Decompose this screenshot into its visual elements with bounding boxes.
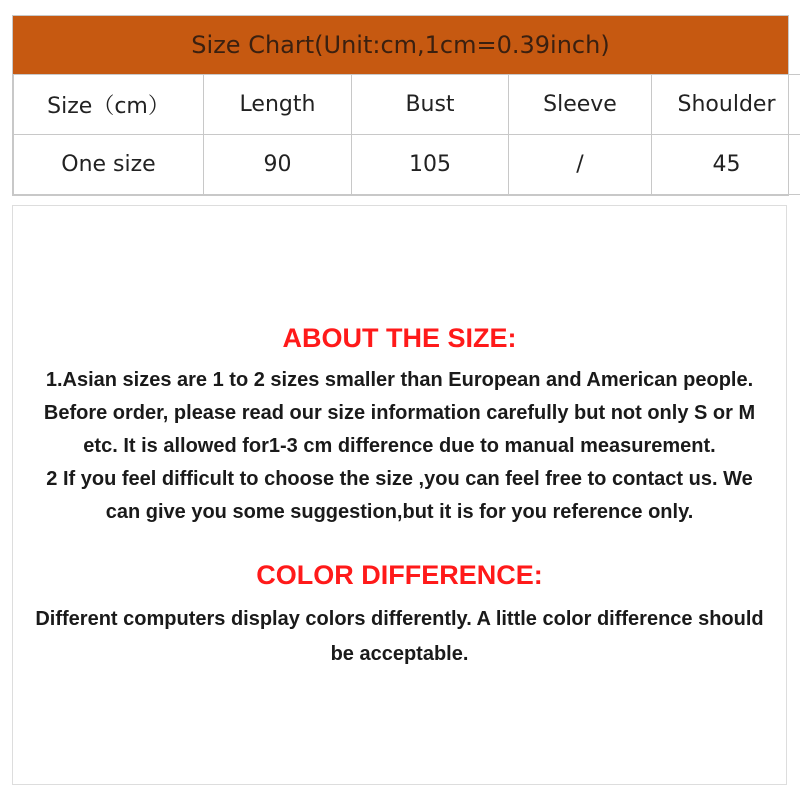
size-chart xyxy=(12,15,789,196)
column-header-length: Length xyxy=(204,75,352,135)
column-header-shoulder: Shoulder xyxy=(652,75,800,135)
size-table xyxy=(13,74,800,195)
about-size-line: Before order, please read our size information carefully but not only S or M xyxy=(43,402,756,425)
about-size-heading: ABOUT THE SIZE: xyxy=(282,323,517,353)
about-size-line: 1.Asian sizes are 1 to 2 sizes smaller than European and American people. xyxy=(45,369,754,392)
table-header-row xyxy=(14,75,800,135)
size-chart-title: Size Chart(Unit:cm,1cm=0.39inch) xyxy=(13,16,788,74)
about-size-line: 2 If you feel difficult to choose the size ,you can feel free to contact us. We xyxy=(46,468,753,491)
about-size-line: can give you some suggestion,but it is for you reference only. xyxy=(105,501,694,524)
about-size-line: etc. It is allowed for1-3 cm difference due to manual measurement. xyxy=(83,435,716,458)
color-difference-line: Different computers display colors differently. A little color difference should xyxy=(35,607,764,630)
column-header-bust: Bust xyxy=(352,75,509,135)
cell-shoulder: 45 xyxy=(652,135,800,195)
cell-sleeve: / xyxy=(509,135,652,195)
cell-size: One size xyxy=(14,135,204,195)
color-difference-heading: COLOR DIFFERENCE: xyxy=(256,560,543,591)
cell-length: 90 xyxy=(204,135,352,195)
color-difference-line: be acceptable. xyxy=(330,642,469,665)
cell-bust: 105 xyxy=(352,135,509,195)
column-header-size: Size（cm） xyxy=(14,75,204,135)
column-header-sleeve: Sleeve xyxy=(509,75,652,135)
notes-panel xyxy=(12,205,787,785)
table-row xyxy=(14,135,800,195)
